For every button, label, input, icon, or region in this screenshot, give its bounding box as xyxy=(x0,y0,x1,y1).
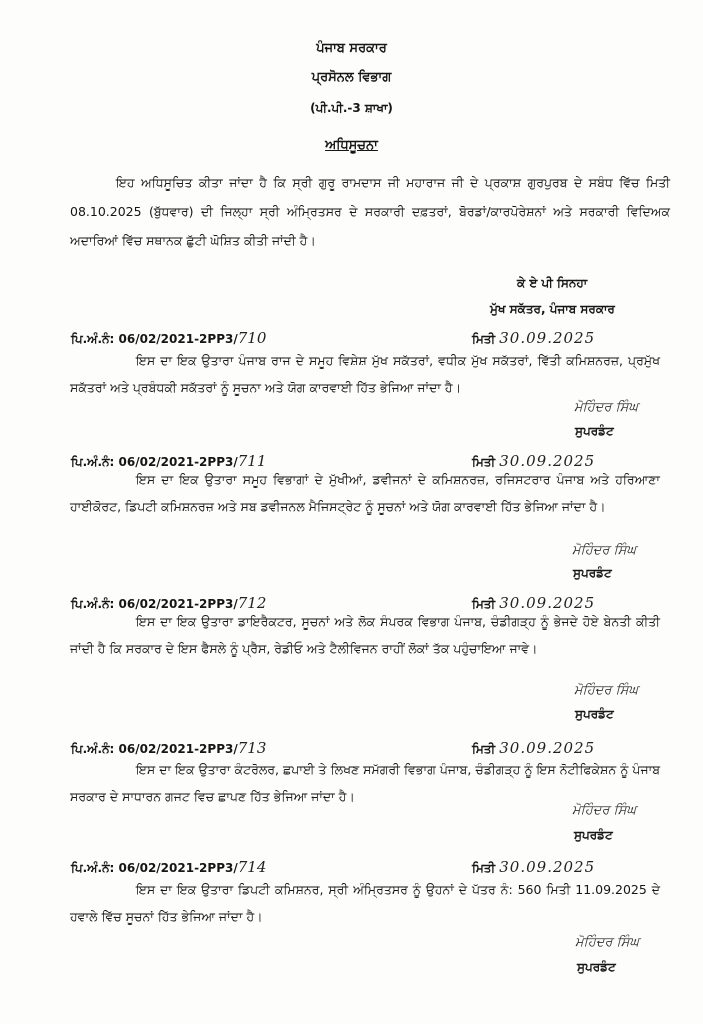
endorsement-date: ਮਿਤੀ 30.09.2025 xyxy=(472,452,596,470)
endorsement-text: ਇਸ ਦਾ ਇਕ ਉਤਾਰਾ ਡਾਇਰੈਕਟਰ, ਸੂਚਨਾਂ ਅਤੇ ਲੋਕ ਸੰਪਰਕ ਵਿਭਾਗ ਪੰਜਾਬ, ਚੰਡੀਗੜ੍ਹ ਨੂੰ ਭੇਜਦੇ ਹੋਏ ਬੇਨਤੀ ਕੀਤੀ ਜਾਂਦੀ ਹੈ ਕਿ ਸਰਕਾਰ ਦੇ ਇਸ ਫੈਸਲੇ ਨੂੰ ਪ੍ਰੈਸ, ਰੇਡੀਓ ਅਤੇ ਟੈਲੀਵਿਜਨ ਰਾਹੀਂ ਲੋਕਾਂ ਤੱਕ ਪਹੁੰਚਾਇਆ ਜਾਵੇ। xyxy=(70,614,660,656)
notification-body: ਇਹ ਅਧਿਸੂਚਿਤ ਕੀਤਾ ਜਾਂਦਾ ਹੈ ਕਿ ਸ੍ਰੀ ਗੁਰੂ ਰਾਮਦਾਸ ਜੀ ਮਹਾਰਾਜ ਜੀ ਦੇ ਪ੍ਰਕਾਸ਼ ਗੁਰਪੁਰਬ ਦੇ ਸਬੰਧ ਵਿੱਚ ਮਿਤੀ 08.10.2025 (ਬੁੱਧਵਾਰ) ਦੀ ਜਿਲ੍ਹਾ ਸ੍ਰੀ ਅੰਮ੍ਰਿਤਸਰ ਦੇ ਸਰਕਾਰੀ ਦਫ਼ਤਰਾਂ, ਬੋਰਡਾਂ/ਕਾਰਪੋਰੇਸ਼ਨਾਂ ਅਤੇ ਸਰਕਾਰੀ ਵਿਦਿਅਕ ਅਦਾਰਿਆਂ ਵਿੱਚ ਸਥਾਨਕ ਛੁੱਟੀ ਘੋਸ਼ਿਤ ਕੀਤੀ ਜਾਂਦੀ ਹੈ। xyxy=(70,175,670,248)
superintendent-label: ਸੁਪਰਡੰਟ xyxy=(575,424,614,438)
signatory-name: ਕੇ ਏ ਪੀ ਸਿਨਹਾ xyxy=(517,276,588,290)
endorsement-text: ਇਸ ਦਾ ਇਕ ਉਤਾਰਾ ਸਮੂਹ ਵਿਭਾਗਾਂ ਦੇ ਮੁੱਖੀਆਂ, ਡਵੀਜਨਾਂ ਦੇ ਕਮਿਸ਼ਨਰਜ਼, ਰਜਿਸਟਰਾਰ ਪੰਜਾਬ ਅਤੇ ਹਰਿਆਣਾ ਹਾਈਕੋਰਟ, ਡਿਪਟੀ ਕਮਿਸ਼ਨਰਜ਼ ਅਤੇ ਸਬ ਡਵੀਜਨਲ ਮੈਜਿਸਟ੍ਰੇਟ ਨੂੰ ਸੂਚਨਾਂ ਅਤੇ ਯੋਗ ਕਾਰਵਾਈ ਹਿੱਤ ਭੇਜਿਆ ਜਾਂਦਾ ਹੈ। xyxy=(70,472,660,514)
superintendent-initials: ਮੋਹਿੰਦਰ ਸਿੰਘ xyxy=(575,935,640,950)
endorsement-date: ਮਿਤੀ 30.09.2025 xyxy=(472,858,596,876)
govt-heading: ਪੰਜਾਬ ਸਰਕਾਰ xyxy=(316,41,387,56)
department-heading: ਪ੍ਰਸੋਨਲ ਵਿਭਾਗ xyxy=(311,70,392,85)
endorsement-ref: ਪਿ.ਅੰ.ਨੰ: 06/02/2021-2PP3/714 xyxy=(71,858,267,876)
superintendent-initials: ਮੋਹਿੰਦਰ ਸਿੰਘ xyxy=(574,400,639,415)
superintendent-label: ਸੁਪਰਡੰਟ xyxy=(573,566,612,580)
endorsement-ref: ਪਿ.ਅੰ.ਨੰ: 06/02/2021-2PP3/710 xyxy=(71,329,267,347)
superintendent-initials: ਮੋਹਿੰਦਰ ਸਿੰਘ xyxy=(572,803,637,818)
notification-title: ਅਧਿਸੂਚਨਾ xyxy=(325,138,378,153)
superintendent-label: ਸੁਪਰਡੰਟ xyxy=(575,707,614,721)
branch-heading: (ਪੀ.ਪੀ.-3 ਸ਼ਾਖਾ) xyxy=(310,101,393,115)
superintendent-label: ਸੁਪਰਡੰਟ xyxy=(577,960,616,974)
endorsement-text: ਇਸ ਦਾ ਇਕ ਉਤਾਰਾ ਕੰਟਰੋਲਰ, ਛਪਾਈ ਤੇ ਲਿਖਣ ਸਮੱਗਰੀ ਵਿਭਾਗ ਪੰਜਾਬ, ਚੰਡੀਗੜ੍ਹ ਨੂੰ ਇਸ ਨੋਟੀਫਿਕੇਸ਼ਨ ਨੂੰ ਪੰਜਾਬ ਸਰਕਾਰ ਦੇ ਸਾਧਾਰਨ ਗਜਟ ਵਿਚ ਛਾਪਣ ਹਿੱਤ ਭੇਜਿਆ ਜਾਂਦਾ ਹੈ। xyxy=(70,762,660,804)
superintendent-initials: ਮੋਹਿੰਦਰ ਸਿੰਘ xyxy=(574,683,639,698)
superintendent-initials: ਮੋਹਿੰਦਰ ਸਿੰਘ xyxy=(572,543,637,558)
endorsement-ref: ਪਿ.ਅੰ.ਨੰ: 06/02/2021-2PP3/713 xyxy=(71,739,267,757)
endorsement-ref: ਪਿ.ਅੰ.ਨੰ: 06/02/2021-2PP3/712 xyxy=(71,594,267,612)
endorsement-text: ਇਸ ਦਾ ਇਕ ਉਤਾਰਾ ਡਿਪਟੀ ਕਮਿਸ਼ਨਰ, ਸ੍ਰੀ ਅੰਮ੍ਰਿਤਸਰ ਨੂੰ ਉਹਨਾਂ ਦੇ ਪੱਤਰ ਨੰ: 560 ਮਿਤੀ 11.09.2025 ਦੇ ਹਵਾਲੇ ਵਿੱਚ ਸੂਚਨਾਂ ਹਿੱਤ ਭੇਜਿਆ ਜਾਂਦਾ ਹੈ। xyxy=(70,882,660,924)
signatory-title: ਮੁੱਖ ਸਕੱਤਰ, ਪੰਜਾਬ ਸਰਕਾਰ xyxy=(490,302,615,316)
endorsement-date: ਮਿਤੀ 30.09.2025 xyxy=(472,594,596,612)
endorsement-date: ਮਿਤੀ 30.09.2025 xyxy=(472,329,596,347)
endorsement-date: ਮਿਤੀ 30.09.2025 xyxy=(472,739,596,757)
endorsement-ref: ਪਿ.ਅੰ.ਨੰ: 06/02/2021-2PP3/711 xyxy=(71,452,267,470)
endorsement-text: ਇਸ ਦਾ ਇਕ ਉਤਾਰਾ ਪੰਜਾਬ ਰਾਜ ਦੇ ਸਮੂਹ ਵਿਸ਼ੇਸ਼ ਮੁੱਖ ਸਕੱਤਰਾਂ, ਵਧੀਕ ਮੁੱਖ ਸਕੱਤਰਾਂ, ਵਿੱਤੀ ਕਮਿਸ਼ਨਰਜ਼, ਪ੍ਰਮੁੱਖ ਸਕੱਤਰਾਂ ਅਤੇ ਪ੍ਰਬੰਧਕੀ ਸਕੱਤਰਾਂ ਨੂੰ ਸੂਚਨਾ ਅਤੇ ਯੋਗ ਕਾਰਵਾਈ ਹਿੱਤ ਭੇਜਿਆ ਜਾਂਦਾ ਹੈ। xyxy=(70,353,660,395)
superintendent-label: ਸੁਪਰਡੰਟ xyxy=(574,828,613,842)
